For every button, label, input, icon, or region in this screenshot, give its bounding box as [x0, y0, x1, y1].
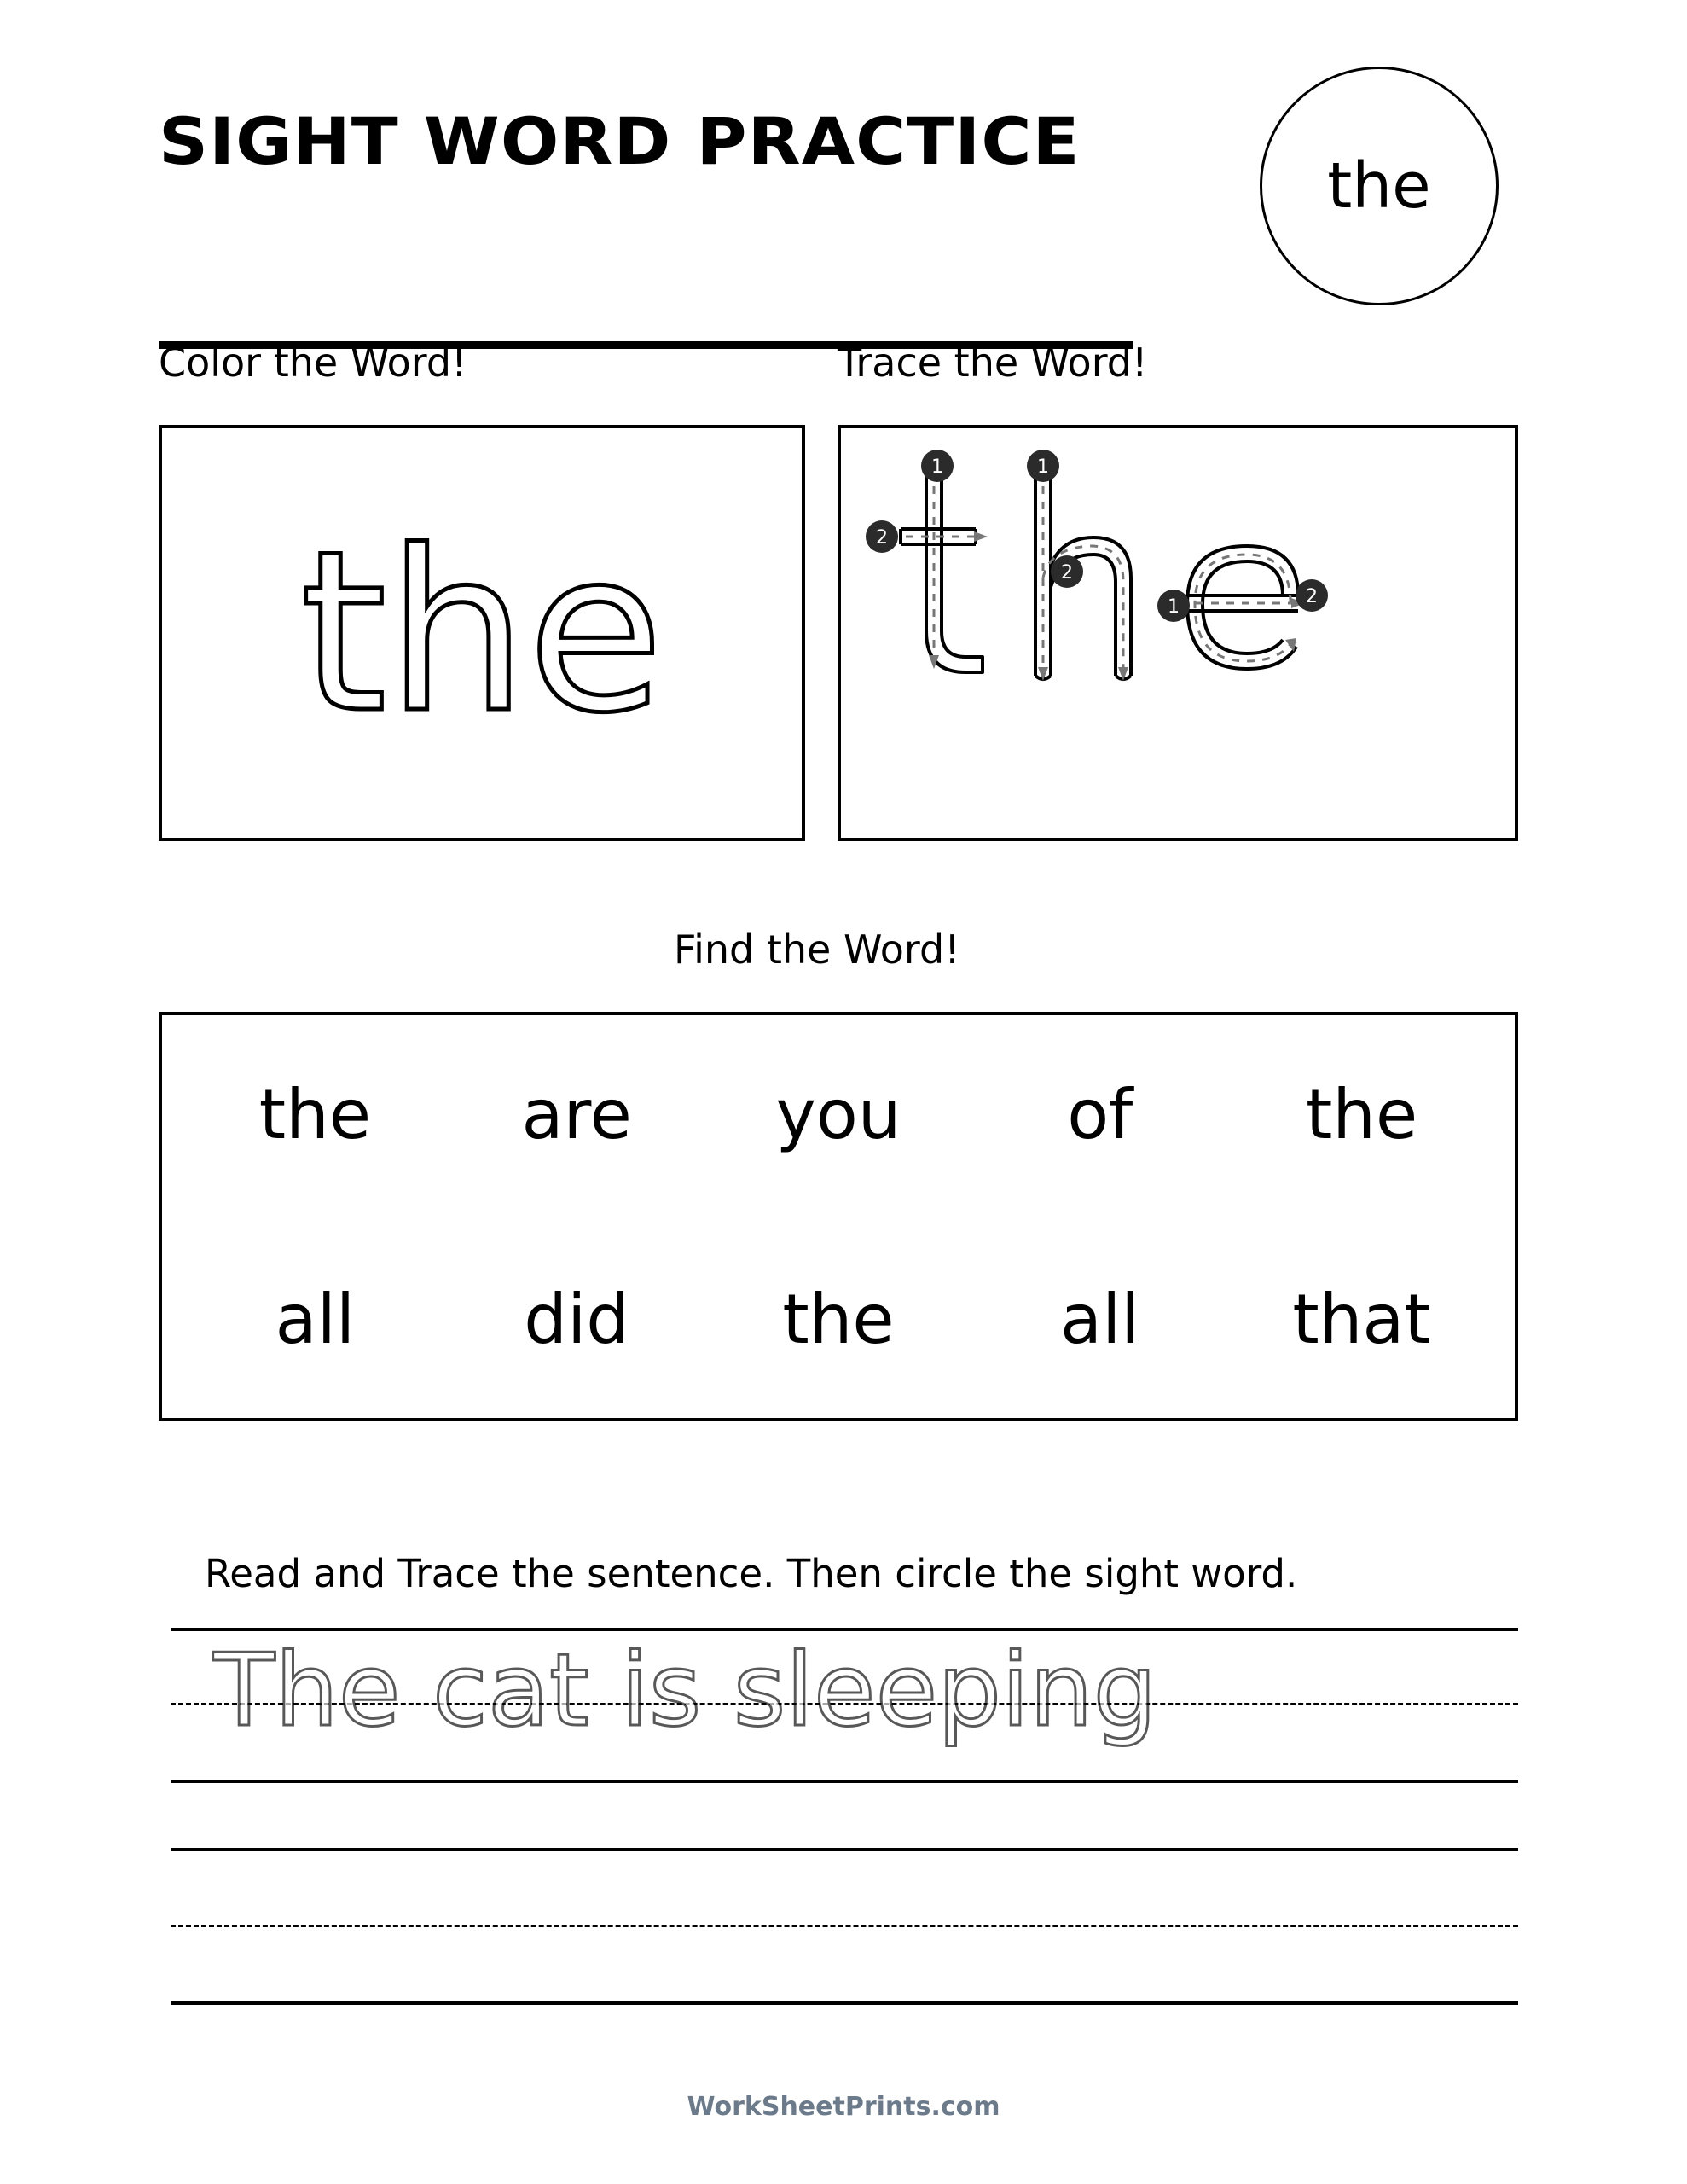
svg-text:1: 1 — [931, 456, 943, 478]
svg-text:2: 2 — [1061, 562, 1073, 584]
color-section-label: Color the Word! — [159, 340, 467, 386]
svg-text:1: 1 — [1037, 456, 1049, 478]
trace-the-word-box[interactable] — [838, 425, 1518, 841]
find-word-grid — [159, 1012, 1518, 1421]
read-trace-instruction: Read and Trace the sentence. Then circle the sight word. — [205, 1551, 1298, 1596]
find-word-item[interactable]: did — [524, 1279, 630, 1359]
find-word-item[interactable]: the — [782, 1279, 895, 1359]
sight-word-badge — [1260, 67, 1499, 305]
line-2-top — [171, 1848, 1518, 1851]
trace-guides-svg — [841, 428, 1515, 838]
sight-word-badge-label: the — [1327, 149, 1431, 223]
line-2-bottom — [171, 2001, 1518, 2005]
color-the-word-box[interactable] — [159, 425, 805, 841]
find-word-item[interactable]: are — [521, 1074, 632, 1154]
color-outline-word: the — [299, 504, 664, 762]
line-2-mid-dashed — [171, 1925, 1518, 1927]
find-word-item[interactable]: you — [775, 1074, 901, 1154]
find-word-item[interactable]: that — [1292, 1279, 1431, 1359]
handwriting-lines[interactable] — [171, 1628, 1518, 2003]
find-word-item[interactable]: all — [275, 1279, 356, 1359]
traceable-sentence: The cat is sleeping — [213, 1631, 1157, 1749]
find-word-item[interactable]: of — [1067, 1074, 1133, 1154]
find-word-item[interactable]: the — [1305, 1074, 1418, 1154]
page-title: SIGHT WORD PRACTICE — [159, 103, 1081, 179]
trace-section-label: Trace the Word! — [838, 340, 1148, 386]
footer-branding: WorkSheetPrints.com — [687, 2092, 1000, 2122]
svg-text:2: 2 — [1306, 586, 1318, 607]
find-section-label: Find the Word! — [674, 926, 960, 973]
line-1-bottom — [171, 1780, 1518, 1783]
find-word-item[interactable]: all — [1060, 1279, 1140, 1359]
svg-text:2: 2 — [876, 527, 888, 549]
header — [159, 94, 1532, 299]
svg-text:1: 1 — [1168, 596, 1180, 618]
find-word-item[interactable]: the — [258, 1074, 372, 1154]
